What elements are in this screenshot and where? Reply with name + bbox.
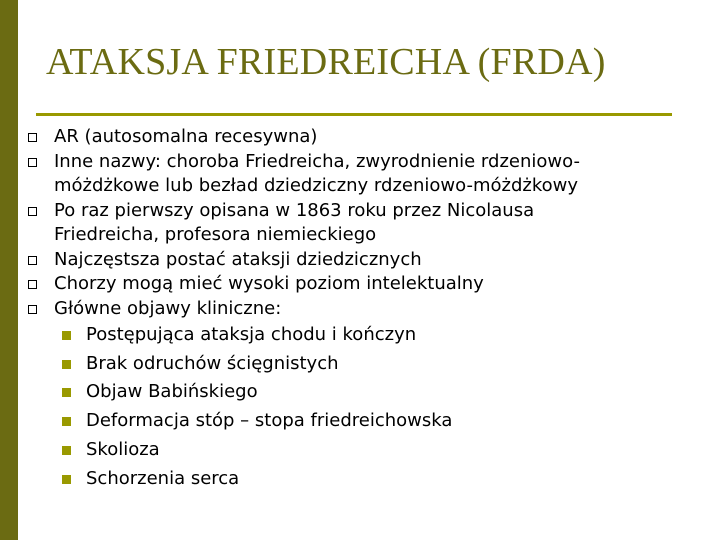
sub-bullet-item xyxy=(0,350,654,379)
slide-title: ATAKSJA FRIEDREICHA (FRDA) xyxy=(46,41,606,83)
filled-square-bullet-icon xyxy=(62,360,71,369)
filled-square-bullet-icon xyxy=(62,331,71,340)
bullet-text-continued: Friedreicha, profesora niemieckiego xyxy=(54,224,377,245)
bullet-item xyxy=(0,248,654,273)
sub-bullet-text: Brak odruchów ścięgnistych xyxy=(86,352,339,374)
hollow-square-bullet-icon xyxy=(28,256,37,265)
sub-bullet-item xyxy=(0,378,654,407)
sub-bullet-text: Deformacja stóp – stopa friedreichowska xyxy=(86,410,453,432)
sub-bullet-item xyxy=(0,465,654,494)
sub-bullet-item xyxy=(0,321,654,350)
bullet-item xyxy=(0,272,654,297)
filled-square-bullet-icon xyxy=(62,475,71,484)
bullet-item xyxy=(0,150,654,199)
bullet-text-continued: móżdżkowe lub bezład dziedziczny rdzeniowo-móżdżkowy xyxy=(54,175,578,196)
bullet-item xyxy=(0,297,654,322)
bullet-text: Chorzy mogą mieć wysoki poziom intelektualny xyxy=(54,273,484,294)
bullet-text: Główne objawy kliniczne: xyxy=(54,297,282,319)
hollow-square-bullet-icon xyxy=(28,280,37,289)
sub-bullet-text: Skolioza xyxy=(86,438,160,460)
hollow-square-bullet-icon xyxy=(28,158,37,167)
bullet-text: Najczęstsza postać ataksji dziedzicznych xyxy=(54,248,422,270)
sub-bullet-text: Objaw Babińskiego xyxy=(86,381,258,403)
hollow-square-bullet-icon xyxy=(28,207,37,216)
sub-bullet-item xyxy=(0,407,654,436)
filled-square-bullet-icon xyxy=(62,388,71,397)
filled-square-bullet-icon xyxy=(62,417,71,426)
filled-square-bullet-icon xyxy=(62,446,71,455)
bullet-text: AR (autosomalna recesywna) xyxy=(54,126,318,147)
hollow-square-bullet-icon xyxy=(28,305,37,314)
bullet-item xyxy=(0,199,654,248)
sub-bullet-text: Schorzenia serca xyxy=(86,467,240,489)
hollow-square-bullet-icon xyxy=(28,133,37,142)
bullet-item xyxy=(0,125,654,150)
bullet-list xyxy=(0,125,654,493)
sub-bullet-item xyxy=(0,436,654,465)
bullet-text: Inne nazwy: choroba Friedreicha, zwyrodnienie rdzeniowo- xyxy=(54,150,580,172)
bullet-text: Po raz pierwszy opisana w 1863 roku przez Nicolausa xyxy=(54,199,535,221)
title-underline xyxy=(36,113,672,116)
sub-bullet-text: Postępująca ataksja chodu i kończyn xyxy=(86,324,417,345)
